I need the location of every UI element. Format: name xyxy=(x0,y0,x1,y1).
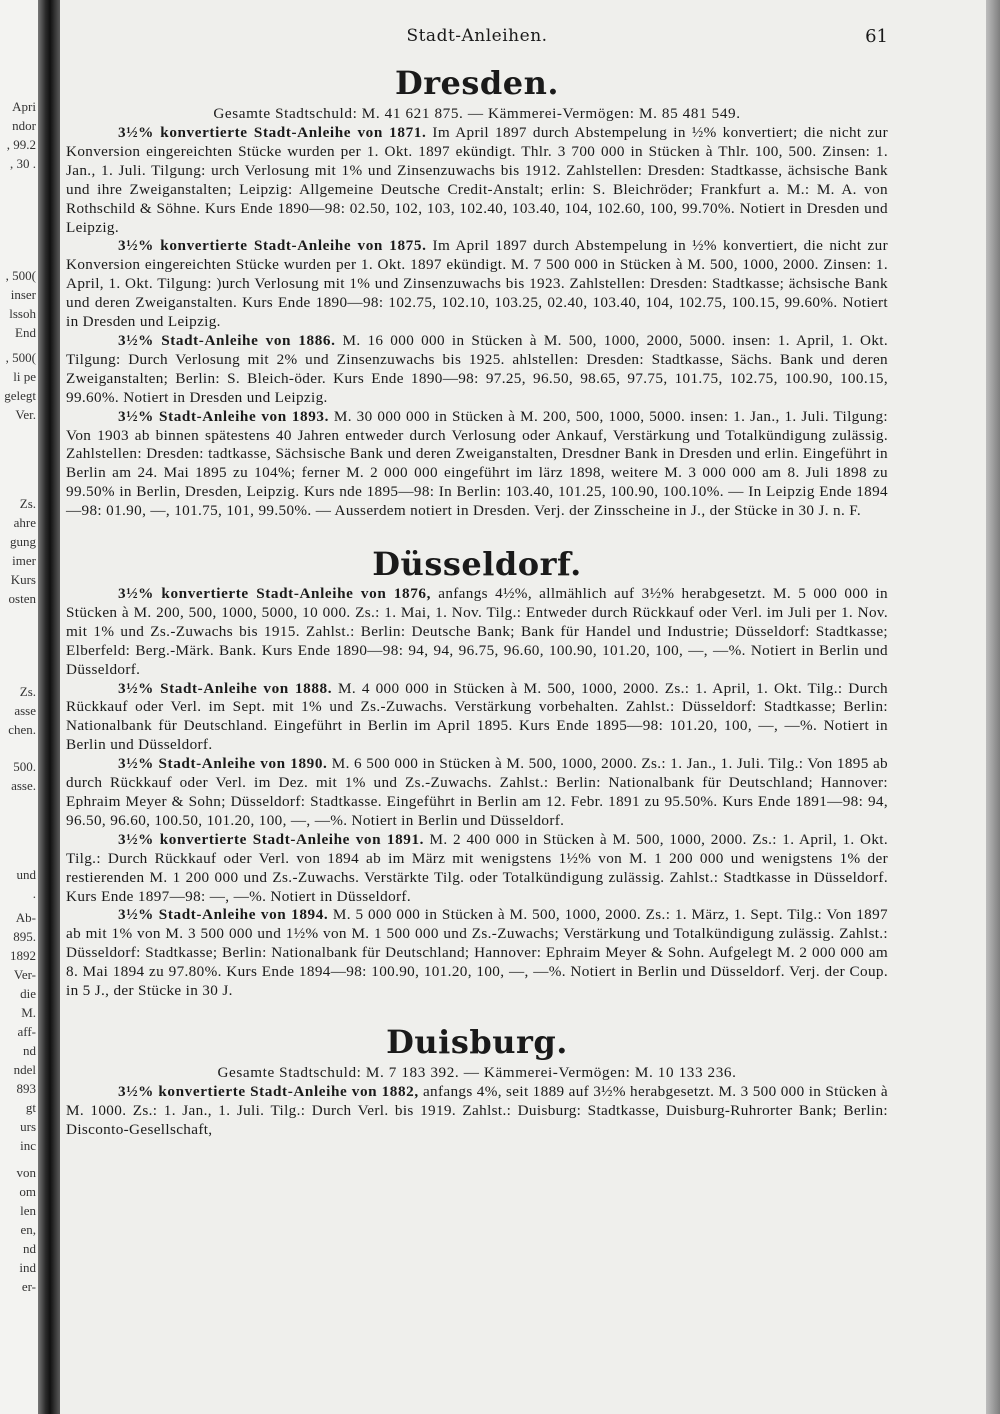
margin-fragment: Zs. xyxy=(19,684,36,699)
margin-fragment: Zs. xyxy=(19,496,36,511)
text-column xyxy=(66,60,888,1140)
entry-lead: 3½% konvertierte Stadt-Anleihe von 1871. xyxy=(118,124,427,141)
bond-entry xyxy=(66,408,888,521)
entry-text: M. 16 000 000 in Stücken à M. 500, 1000, 2000, 5000. insen: 1. April, 1. Okt. Tilgung: Durch Verlosung mit 2% und Zinsenzuwachs bis 1925. ahlstellen: Dresden: Stadtkasse, Sächs. Bank und deren Zweiganstalten; Berlin: S. Bleich-öder. Kurs Ende 1890—98: 97.25, 96.50, 98.65, 97.75, 101.75, 102.75, 100.90, 100.15, 99.60%. Notiert in Dresden und Leipzig. xyxy=(66,331,888,406)
margin-fragment: er- xyxy=(21,1279,36,1294)
margin-fragment: asse. xyxy=(11,778,36,793)
margin-fragment: Kurs xyxy=(10,572,36,587)
bond-entry xyxy=(66,1083,888,1140)
margin-fragment: lssoh xyxy=(9,306,36,321)
entry-text: M. 30 000 000 in Stücken à M. 200, 500, 1000, 5000. insen: 1. Jan., 1. Juli. Tilgung: Von 1903 ab binnen spätestens 40 Jahren entweder durch Verlosung oder Ankauf, Verstärkung und Totalkündigung zulässig. Zahlstellen: Dresden: tadtkasse, Sächsische Bank und deren Zweiganstalten, Dresdner Bank in Dresden und erlin. Eingeführt in Berlin am 24. Mai 1895 zu 104%; ferner M. 2 000 000 eingeführt im lärz 1898, weitere M. 3 000 000 am 8. Juli 1898 zu 99.50% in Berlin, Dresden, Leipzig. Kurs nde 1895—98: In Berlin: 103.40, 101.25, 100.90, 100.10%. — In Leipzig Ende 1894—98: 01.90, —, 101.75, 101, 99.50%. — Ausserdem notiert in Dresden. Verj. der Zinsscheine in J., der Stücke in 30 J. n. F. xyxy=(66,407,889,520)
margin-fragment: len xyxy=(20,1203,36,1218)
margin-fragment: osten xyxy=(8,591,36,606)
entry-text: M. 5 000 000 in Stücken à M. 500, 1000, 2000. Zs.: 1. März, 1. Sept. Tilg.: Von 1897 ab mit 1% von M. 3 500 000 und 1½% von M. 1 500 000 und Zs.-Zuwachs; Verstärkung und Totalkündigung zulässig. Zahlst.: Düsseldorf: Stadtkasse; Berlin: Nationalbank für Deutschland; Hannover: Ephraim Meyer & Sohn. Aufgelegt M. 2 000 000 am 8. Mai 1894 zu 97.80%. Kurs Ende 1894—98: 100.90, 101.20, 100, —, —%. Notiert in Berlin und Düsseldorf. Verj. der Coup. in 5 J., der Stücke in 30 J. xyxy=(66,906,888,1000)
bond-entry xyxy=(66,831,888,907)
margin-fragment: Ver- xyxy=(13,967,36,982)
entry-lead: 3½% konvertierte Stadt-Anleihe von 1891. xyxy=(118,830,425,848)
margin-fragment: nd xyxy=(23,1241,36,1256)
margin-fragment: 500. xyxy=(13,759,36,774)
entry-text: Im April 1897 durch Abstempelung in ½% konvertiert, die nicht zur Konversion eingereichten Stücke wurden per 1. Okt. 1897 ekündigt. M. 7 500 000 in Stücken à M. 500, 1000, 2000. Zinsen: 1. April, 1. Okt. Tilgung: )urch Verlosung mit 1% und Zinsenzuwachs bis 1923. Zahlstellen: Dresden: Stadtkasse; ächsische Bank und deren Zweiganstalten. Kurs Ende 1890—98: 102.75, 102.10, 103.25, 02.40, 103.40, 104, 102.75, 100.15, 99.60%. Notiert in Dresden und Leipzig. xyxy=(66,237,888,331)
margin-fragment: nd xyxy=(23,1043,36,1058)
margin-fragment: gt xyxy=(25,1100,36,1115)
city-summary: Gesamte Stadtschuld: M. 7 183 392. — Kämmerei-Vermögen: M. 10 133 236. xyxy=(217,1063,737,1081)
margin-fragment: ind xyxy=(19,1260,36,1275)
bond-entry xyxy=(66,237,888,332)
margin-fragment: asse xyxy=(14,703,36,718)
bond-entry xyxy=(66,332,888,408)
margin-fragment: li pe xyxy=(13,369,36,384)
margin-fragment: ndor xyxy=(12,118,36,133)
city-heading: Düsseldorf. xyxy=(372,545,582,584)
entry-lead: 3½% konvertierte Stadt-Anleihe von 1882, xyxy=(118,1082,419,1100)
entry-text: anfangs 4%, seit 1889 auf 3½% herabgesetzt. M. 3 500 000 in Stücken à M. 1000. Zs.: 1. Jan., 1. Juli. Tilg.: Durch Verl. bis 1919. Zahlst.: Duisburg: Stadtkasse, Duisburg-Ruhrorter Bank; Berlin: Disconto-Gesellschaft, xyxy=(66,1082,888,1138)
book-gutter-shadow xyxy=(38,0,60,1414)
bond-entry xyxy=(66,755,888,831)
section-duisburg xyxy=(66,1023,888,1140)
margin-fragment: ahre xyxy=(13,515,36,530)
margin-fragment: M. xyxy=(21,1005,36,1020)
margin-fragment: , 30 . xyxy=(10,156,36,171)
margin-fragment: aff- xyxy=(17,1024,36,1039)
bond-entry xyxy=(66,680,888,756)
margin-fragment: Apri xyxy=(12,99,36,114)
running-title: Stadt-Anleihen. xyxy=(406,26,548,46)
entry-lead: 3½% konvertierte Stadt-Anleihe von 1876, xyxy=(118,585,432,603)
margin-fragment: om xyxy=(19,1184,36,1199)
margin-fragment: 1892 xyxy=(10,948,36,963)
margin-fragment: 893 xyxy=(16,1081,36,1096)
margin-fragment: Ver. xyxy=(15,407,36,422)
margin-fragment: Ab- xyxy=(15,910,36,925)
city-summary: Gesamte Stadtschuld: M. 41 621 875. — Kämmerei-Vermögen: M. 85 481 549. xyxy=(213,105,741,122)
page-edge-shadow xyxy=(986,0,1000,1414)
bond-entry xyxy=(66,906,888,1001)
entry-lead: 3½% Stadt-Anleihe von 1888. xyxy=(118,679,333,697)
entry-text: Im April 1897 durch Abstempelung in ½% konvertiert; die nicht zur Konversion eingereichten Stücke wurden per 1. Okt. 1897 ekündigt. Thlr. 3 700 000 in Stücken à Thlr. 100, 500. Zinsen: 1. Jan., 1. Juli. Tilgung: urch Verlosung mit 1% und Zinsenzuwachs bis 1912. Zahlstellen: Dresden: Stadtkasse, ächsische Bank und ihre Zweiganstalten; Leipzig: Allgemeine Deutsche Credit-Anstalt; erlin: S. Bleichröder; Frankfurt a. M.: M. A. von Rothschild & Söhne. Kurs Ende 1890—98: 02.50, 102, 103, 102.40, 103.40, 104, 102.60, 100, 99.70%. Notiert in Dresden und Leipzig. xyxy=(66,124,888,236)
margin-fragment: und xyxy=(16,867,36,882)
margin-fragment: ndel xyxy=(13,1062,36,1077)
margin-fragment: urs xyxy=(20,1119,36,1134)
margin-fragment: inc xyxy=(20,1138,36,1153)
entry-lead: 3½% konvertierte Stadt-Anleihe von 1875. xyxy=(118,237,427,255)
entry-text: anfangs 4½%, allmählich auf 3½% herabgesetzt. M. 5 000 000 in Stücken à M. 200, 500, 1000, 5000, 10 000. Zs.: 1. Mai, 1. Nov. Tilg.: Entweder durch Rückkauf oder Verl. im Juli per 1. Nov. mit 1% und Zs.-Zuwachs bis 1915. Zahlst.: Berlin: Deutsche Bank; Bank für Handel und Industrie; Düsseldorf: Stadtkasse; Elberfeld: Berg.-Märk. Bank. Kurs Ende 1890—98: 94, 94, 96.75, 96.60, 100.90, 101.20, 100, —, —%. Notiert in Berlin und Düsseldorf. xyxy=(66,585,888,678)
page-number: 61 xyxy=(865,26,888,47)
entry-text: M. 4 000 000 in Stücken à M. 500, 1000, 2000. Zs.: 1. April, 1. Okt. Tilg.: Durch Rückkauf oder Verl. im Sept. mit 1% und Zs.-Zuwachs. Verstärkung vorbehalten. Zahlst.: Düsseldorf: Stadtkasse; Berlin: Nationalbank für Deutschland. Eingeführt in Berlin im April 1895. Kurs Ende 1895—98: 101.20, 100, —, —%. Notiert in Berlin und Düsseldorf. xyxy=(66,679,888,754)
margin-fragment: inser xyxy=(10,287,36,302)
margin-fragment: , 500( xyxy=(5,350,36,365)
margin-fragment: . xyxy=(32,886,36,901)
margin-fragment: 895. xyxy=(13,929,36,944)
margin-fragment: von xyxy=(16,1165,36,1180)
entry-text: M. 6 500 000 in Stücken à M. 500, 1000, 2000. Zs.: 1. Jan., 1. Juli. Tilg.: Von 1895 ab durch Rückkauf oder Verl. im Dez. mit 1% und Zs.-Zuwachs. Zahlst.: Berlin: Nationalbank für Deutschland; Hannover: Ephraim Meyer & Sohn; Düsseldorf: Stadtkasse. Eingeführt in Berlin am 12. Febr. 1891 zu 95.50%. Kurs Ende 1891—98: 94, 96.50, 96.60, 100.50, 101.20, 100, —, —%. Notiert in Berlin und Düsseldorf. xyxy=(66,755,888,829)
page-header xyxy=(66,26,888,48)
margin-fragment: imer xyxy=(12,553,36,568)
margin-fragment: , 500( xyxy=(5,268,36,283)
entry-text: M. 2 400 000 in Stücken à M. 500, 1000, 2000. Zs.: 1. April, 1. Okt. Tilg.: Durch Rückkauf oder Verl. von 1894 ab im März mit wenigstens 1½% von M. 1 200 000 und wenigstens 1% der restierenden M. 1 200 000 und Zs.-Zuwachs. Verstärkte Tilg. oder Totalkündigung zulässig. Zahlst.: Stadtkasse in Düsseldorf. Kurs Ende 1897—98: —, —%. Notiert in Düsseldorf. xyxy=(66,830,888,905)
bond-entry xyxy=(66,124,888,237)
margin-fragment: gung xyxy=(10,534,36,549)
left-page-margin-fragments xyxy=(0,0,38,1414)
margin-fragment: chen. xyxy=(8,722,36,737)
city-heading: Dresden. xyxy=(394,64,560,102)
city-heading: Duisburg. xyxy=(386,1022,568,1061)
bond-entry xyxy=(66,585,888,680)
section-duesseldorf xyxy=(66,545,888,1001)
margin-fragment: , 99.2 xyxy=(6,137,36,152)
entry-lead: 3½% Stadt-Anleihe von 1894. xyxy=(118,906,329,924)
margin-fragment: en, xyxy=(20,1222,36,1237)
entry-lead: 3½% Stadt-Anleihe von 1893. xyxy=(118,407,330,425)
entry-lead: 3½% Stadt-Anleihe von 1890. xyxy=(118,755,328,773)
entry-lead: 3½% Stadt-Anleihe von 1886. xyxy=(118,331,336,349)
margin-fragment: End xyxy=(15,325,36,340)
margin-fragment: gelegt xyxy=(4,388,36,403)
section-dresden xyxy=(66,64,888,521)
margin-fragment: die xyxy=(20,986,36,1001)
